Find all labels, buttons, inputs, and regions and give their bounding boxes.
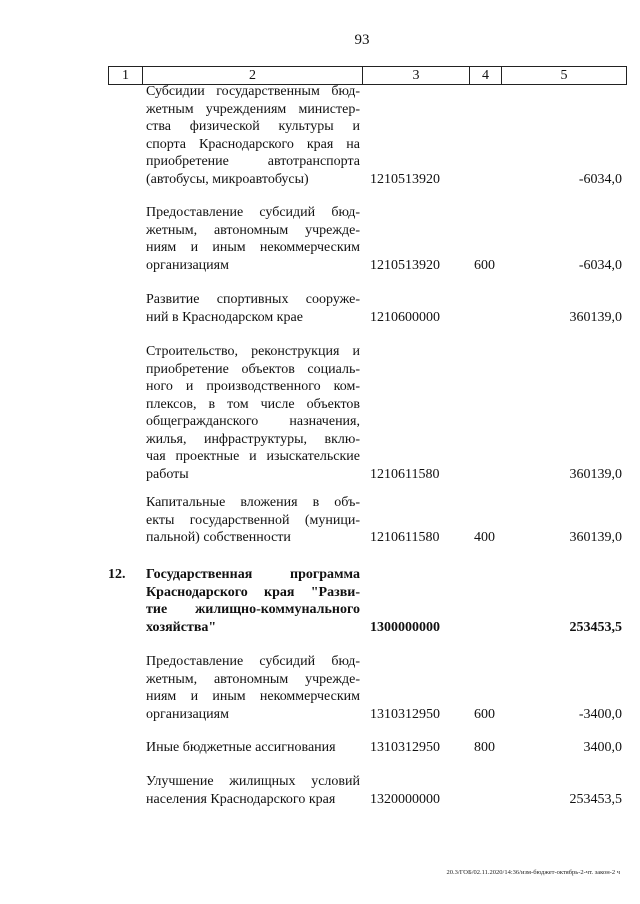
description-line: организациям bbox=[146, 257, 229, 273]
row-description bbox=[146, 343, 360, 483]
description-line: Развитие спортивных сооруже- bbox=[146, 292, 360, 307]
header-col-1: 1 bbox=[122, 68, 129, 83]
row-description bbox=[146, 83, 360, 188]
description-line: работы bbox=[146, 466, 189, 482]
description-line: жетным, автономным учрежде- bbox=[146, 671, 360, 687]
page-number: 93 bbox=[354, 32, 370, 48]
description-line: ства физической культуры и bbox=[146, 119, 360, 134]
description-line: приобретение объектов социаль- bbox=[146, 361, 360, 377]
description-line: екты государственной (муници- bbox=[146, 512, 360, 528]
row-description bbox=[146, 566, 360, 636]
target-article-code: 1210611580 bbox=[370, 466, 440, 482]
description-line: пальной) собственности bbox=[146, 530, 291, 545]
target-article-code: 1210513920 bbox=[370, 171, 440, 187]
amount: 360139,0 bbox=[569, 466, 622, 482]
description-line: Государственная программа bbox=[146, 567, 360, 582]
amount: 360139,0 bbox=[569, 530, 622, 545]
amount: 360139,0 bbox=[569, 309, 622, 325]
target-article-code: 1210600000 bbox=[370, 309, 440, 325]
description-line: (автобусы, микроавтобусы) bbox=[146, 171, 309, 187]
header-col-3: 3 bbox=[362, 67, 469, 84]
amount: 253453,5 bbox=[569, 791, 622, 807]
amount: -3400,0 bbox=[578, 706, 622, 722]
description-line: жетным, автономным учрежде- bbox=[146, 222, 360, 238]
description-line: ного и производственного ком- bbox=[146, 379, 360, 394]
description-line: Строительство, реконструкция и bbox=[146, 344, 360, 359]
row-description bbox=[146, 494, 360, 547]
expense-type-code: 400 bbox=[474, 530, 495, 545]
row-number: 12. bbox=[108, 567, 126, 582]
amount: 3400,0 bbox=[583, 740, 622, 755]
header-col-2: 2 bbox=[142, 67, 362, 84]
description-line: Предоставление субсидий бюд- bbox=[146, 205, 360, 220]
description-line: Краснодарского края "Разви- bbox=[146, 584, 360, 600]
description-line: спорта Краснодарского края на bbox=[146, 136, 360, 152]
description-line: Иные бюджетные ассигнования bbox=[146, 740, 336, 755]
target-article-code: 1300000000 bbox=[370, 619, 440, 635]
description-line: Капитальные вложения в объ- bbox=[146, 495, 360, 510]
description-line: общегражданского назначения, bbox=[146, 414, 360, 429]
expense-type-code: 600 bbox=[474, 706, 495, 722]
description-line: жетным учреждениям министер- bbox=[146, 101, 360, 117]
expense-type-code: 600 bbox=[474, 257, 495, 273]
description-line: приобретение автотранспорта bbox=[146, 154, 360, 169]
amount: -6034,0 bbox=[578, 257, 622, 273]
row-description bbox=[146, 739, 360, 757]
row-description bbox=[146, 291, 360, 326]
amount: 253453,5 bbox=[569, 619, 622, 635]
target-article-code: 1310312950 bbox=[370, 706, 440, 722]
footer-doc-reference: 20.3/ГОБ/02.11.2020/14:36/изм-бюджет-октябрь-2-чт. закон-2 ч bbox=[446, 869, 620, 876]
description-line: тие жилищно-коммунального bbox=[146, 602, 360, 617]
description-line: ниям и иным некоммерческим bbox=[146, 240, 360, 255]
description-line: ний в Краснодарском крае bbox=[146, 309, 303, 325]
row-description bbox=[146, 204, 360, 274]
description-line: ниям и иным некоммерческим bbox=[146, 689, 360, 704]
target-article-code: 1310312950 bbox=[370, 740, 440, 755]
description-line: плексов, в том числе объектов bbox=[146, 396, 360, 412]
description-line: Предоставление субсидий бюд- bbox=[146, 654, 360, 669]
amount: -6034,0 bbox=[578, 171, 622, 187]
description-line: жилья, инфраструктуры, вклю- bbox=[146, 431, 360, 447]
description-line: населения Краснодарского края bbox=[146, 791, 336, 807]
description-line: Субсидии государственным бюд- bbox=[146, 84, 360, 99]
row-description bbox=[146, 773, 360, 808]
description-line: хозяйства" bbox=[146, 619, 217, 635]
header-col-4: 4 bbox=[469, 67, 501, 84]
target-article-code: 1320000000 bbox=[370, 791, 440, 807]
description-line: Улучшение жилищных условий bbox=[146, 774, 360, 789]
target-article-code: 1210611580 bbox=[370, 530, 440, 545]
description-line: чая проектные и изыскательские bbox=[146, 449, 360, 464]
description-line: организациям bbox=[146, 706, 229, 722]
header-col-5: 5 bbox=[501, 67, 626, 84]
row-description bbox=[146, 653, 360, 723]
target-article-code: 1210513920 bbox=[370, 257, 440, 273]
expense-type-code: 800 bbox=[474, 740, 495, 755]
